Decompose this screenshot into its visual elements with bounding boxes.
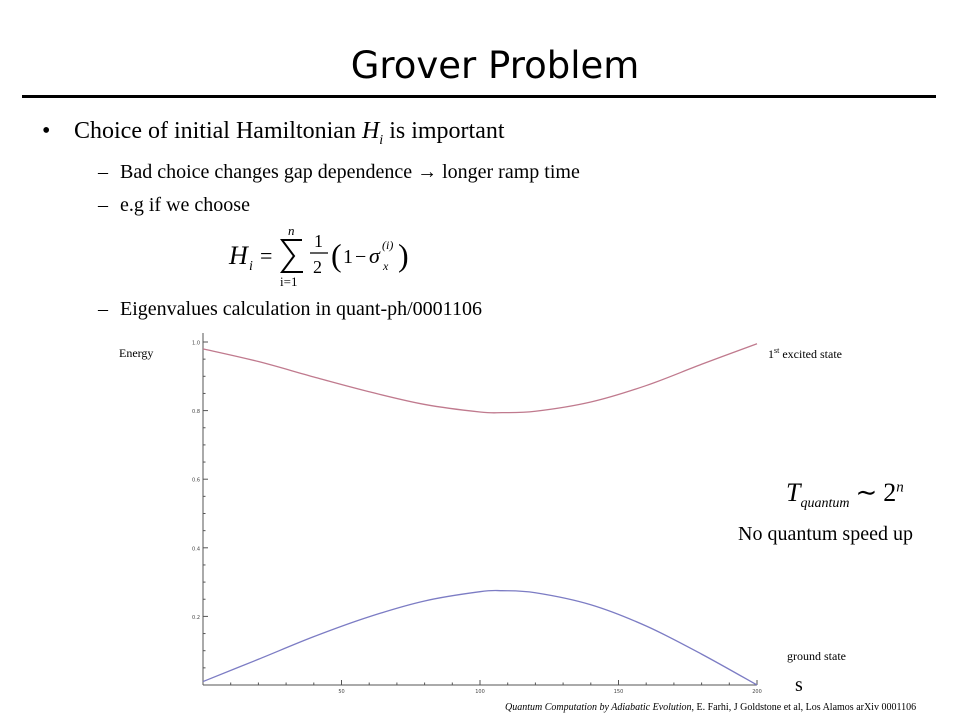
subbullet-1-dash: – — [98, 161, 108, 183]
bullet-var: H — [361, 118, 380, 144]
legend-excited-rest: excited state — [779, 347, 842, 361]
bullet-var-sub: i — [379, 132, 384, 148]
formula-frac-den: 2 — [313, 257, 322, 277]
scaling-base: 2 — [883, 478, 897, 507]
y-tick-label: 0.2 — [192, 614, 200, 621]
speedup-note: No quantum speed up — [738, 523, 913, 545]
bullet-marker: • — [42, 118, 51, 144]
y-tick-label: 1.0 — [192, 340, 200, 347]
x-tick-label: 100 — [475, 689, 485, 695]
scaling-formula — [786, 478, 904, 512]
excited-state-curve — [203, 344, 757, 413]
formula-paren-open: ( — [331, 237, 342, 273]
y-tick-label: 0.4 — [192, 546, 200, 553]
formula-sigma: σ — [369, 243, 380, 268]
formula-minus: − — [355, 246, 367, 268]
formula-equals: = — [260, 243, 273, 268]
bullet-text-suffix: is important — [383, 118, 505, 144]
formula-lhs-sub: i — [249, 259, 253, 274]
scaling-exp: n — [896, 479, 904, 496]
legend-excited-sup: st — [774, 346, 780, 355]
formula-sigma-sup: (i) — [382, 238, 394, 252]
subbullet-2-dash: – — [98, 194, 108, 216]
x-tick-label: 200 — [752, 689, 762, 695]
subbullet-1-text: Bad choice changes gap dependence → longer ramp time — [120, 161, 580, 183]
x-axis-label: s — [795, 674, 803, 696]
footer-citation — [505, 702, 916, 713]
formula-sum-top: n — [288, 223, 295, 238]
subbullet-3-dash: – — [98, 298, 108, 320]
subbullet-3-text: Eigenvalues calculation in quant-ph/0001106 — [120, 298, 482, 320]
footer-rest: , E. Farhi, J Goldstone et al, Los Alamos arXiv 0001106 — [691, 702, 917, 713]
formula-sigma-sub: x — [383, 259, 389, 273]
ground-state-curve — [203, 590, 757, 685]
legend-ground-state: ground state — [787, 649, 846, 663]
scaling-sub: quantum — [800, 496, 850, 512]
x-tick-label: 50 — [338, 689, 345, 695]
bullet-text-main: Choice of initial Hamiltonian — [74, 118, 362, 144]
y-axis-label: Energy — [119, 346, 154, 360]
scaling-var: T — [786, 478, 801, 507]
formula-lhs: H — [229, 241, 248, 270]
legend-excited-state — [768, 346, 842, 362]
formula-sum-bottom: i=1 — [280, 274, 298, 289]
subbullet-2-text: e.g if we choose — [120, 194, 250, 216]
legend-excited-base: 1 — [768, 347, 774, 361]
formula-paren-close: ) — [398, 237, 409, 273]
y-tick-label: 0.8 — [192, 409, 200, 416]
slide-title: Grover Problem — [350, 44, 640, 87]
formula-one: 1 — [343, 246, 353, 268]
scaling-rel: ∼ — [855, 478, 878, 507]
x-tick-label: 150 — [613, 689, 624, 695]
y-tick-label: 0.6 — [192, 477, 200, 484]
footer-title: Quantum Computation by Adiabatic Evolution — [505, 702, 692, 713]
formula-frac-num: 1 — [314, 231, 323, 251]
